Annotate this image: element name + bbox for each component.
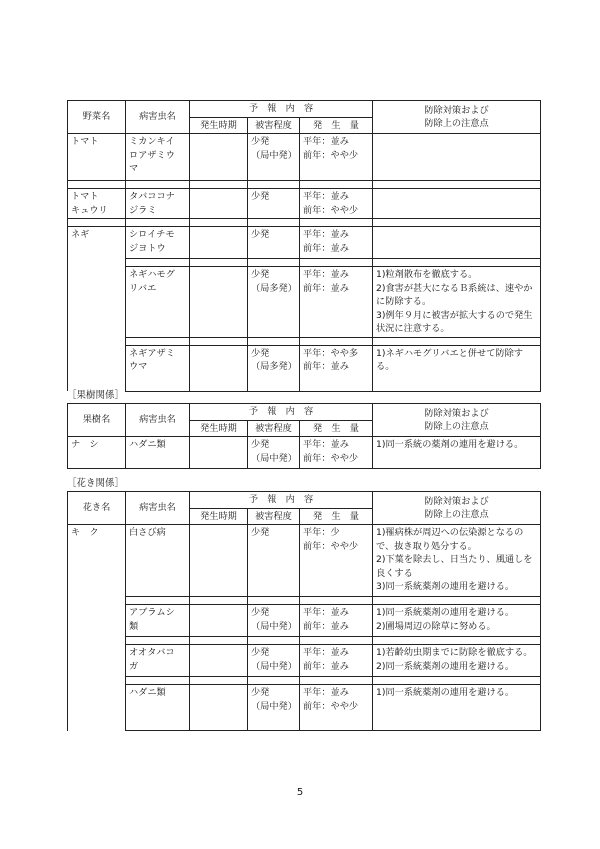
pest-cell: オオタバコ ガ: [126, 645, 190, 677]
damage-cell: 少発 （局多発）: [248, 345, 300, 391]
pest-cell: アブラムシ 類: [126, 605, 190, 637]
measures-cell: 1)粒剤散布を徹底する。 2)食害が甚大になるＢ系統は、速やかに防除する。 3)例年９月に被害が拡大するので発生状況に注意する。: [373, 267, 541, 338]
forecast-header: 予 報 内 容: [190, 404, 373, 421]
damage-header: 被害程度: [248, 117, 300, 134]
pest-cell: ネギアザミ ウマ: [126, 345, 190, 391]
measures-cell: 1)同一系統の薬剤の連用を避ける。: [373, 437, 541, 469]
onset-cell: [190, 605, 248, 637]
pest-column-header: 病害虫名: [126, 404, 190, 437]
table-row: [68, 345, 541, 391]
forecast-header: 予 報 内 容: [190, 101, 373, 118]
measures-cell: 1)同一系統薬剤の連用を避ける。 2)圃場周辺の除草に努める。: [373, 605, 541, 637]
measures-cell: [373, 134, 541, 181]
damage-cell: 少発 （局中発）: [248, 645, 300, 677]
amount-cell: 平年：並み 前年：並み: [300, 605, 373, 637]
amount-cell: 平年：並み 前年：並み: [300, 227, 373, 259]
amount-cell: 平年：並み 前年：やや少: [300, 437, 373, 469]
amount-header: 発 生 量: [300, 117, 373, 134]
measures-column-header: 防除対策および 防除上の注意点: [373, 404, 541, 437]
onset-cell: [190, 227, 248, 259]
onset-header: 発生時期: [190, 420, 248, 437]
forecast-header: 予 報 内 容: [190, 492, 373, 509]
measures-cell: [373, 189, 541, 219]
measures-cell: 1)罹病株が周辺への伝染源となるので、抜き取り処分する。 2)下葉を除去し、日当たり、風通しを良くする 3)同一系統薬剤の連用を避ける。: [373, 525, 541, 597]
onset-cell: [190, 345, 248, 391]
damage-cell: 少発: [248, 189, 300, 219]
fruit-forecast-table: [67, 403, 541, 469]
crop-cell: ナ シ: [68, 437, 126, 469]
amount-cell: 平年：並み 前年：並み: [300, 645, 373, 677]
page-number: 5: [296, 787, 304, 798]
onset-cell: [190, 267, 248, 338]
measures-cell: 1)同一系統薬剤の連用を避ける。: [373, 685, 541, 731]
crop-cell: トマト キュウリ: [68, 189, 126, 219]
amount-header: 発 生 量: [300, 508, 373, 525]
table-row: [68, 189, 541, 219]
crop-cell: トマト: [68, 134, 126, 181]
damage-header: 被害程度: [248, 420, 300, 437]
amount-cell: 平年：並み 前年：やや少: [300, 685, 373, 731]
damage-cell: 少発: [248, 227, 300, 259]
measures-column-header: 防除対策および 防除上の注意点: [373, 101, 541, 134]
damage-cell: 少発 （局多発）: [248, 267, 300, 338]
crop-cell: ネギ: [68, 227, 126, 392]
damage-header: 被害程度: [248, 508, 300, 525]
measures-cell: 1)若齢幼虫期までに防除を徹底する。 2)同一系統薬剤の連用を避ける。: [373, 645, 541, 677]
damage-cell: 少発: [248, 525, 300, 597]
onset-cell: [190, 685, 248, 731]
pest-column-header: 病害虫名: [126, 101, 190, 134]
amount-cell: 平年：並み 前年：やや少: [300, 189, 373, 219]
amount-cell: 平年：並み 前年：やや少: [300, 134, 373, 181]
crop-column-header: 果樹名: [68, 404, 126, 437]
measures-cell: 1)ネギハモグリバエと併せて防除する。: [373, 345, 541, 391]
table-row: [68, 134, 541, 181]
damage-cell: 少発 （局中発）: [248, 685, 300, 731]
amount-cell: 平年：並み 前年：並み: [300, 267, 373, 338]
table-row: [68, 685, 541, 731]
pest-cell: ハダニ類: [126, 437, 190, 469]
amount-cell: 平年：少 前年：やや少: [300, 525, 373, 597]
vegetables-forecast-table: [67, 100, 541, 392]
pest-cell: 白さび病: [126, 525, 190, 597]
onset-cell: [190, 525, 248, 597]
table-row: [68, 227, 541, 259]
onset-cell: [190, 189, 248, 219]
pest-cell: シロイチモ ジヨトウ: [126, 227, 190, 259]
amount-header: 発 生 量: [300, 420, 373, 437]
pest-cell: ネギハモグ リバエ: [126, 267, 190, 338]
crop-column-header: 野菜名: [68, 101, 126, 134]
flowers-section-title: ［花き関係］: [67, 478, 125, 489]
fruit-section-title: ［果樹関係］: [67, 390, 125, 401]
crop-column-header: 花き名: [68, 492, 126, 525]
pest-cell: ミカンキイ ロアザミウ マ: [126, 134, 190, 181]
table-row: [68, 267, 541, 338]
damage-cell: 少発 （局中発）: [248, 134, 300, 181]
table-row: [68, 605, 541, 637]
table-row: [68, 525, 541, 597]
flowers-forecast-table: [67, 491, 541, 731]
crop-cell: キ ク: [68, 525, 126, 731]
onset-cell: [190, 437, 248, 469]
damage-cell: 少発 （局中発）: [248, 605, 300, 637]
onset-header: 発生時期: [190, 117, 248, 134]
pest-column-header: 病害虫名: [126, 492, 190, 525]
pest-cell: ハダニ類: [126, 685, 190, 731]
onset-cell: [190, 134, 248, 181]
onset-cell: [190, 645, 248, 677]
table-row: [68, 645, 541, 677]
damage-cell: 少発 （局中発）: [248, 437, 300, 469]
onset-header: 発生時期: [190, 508, 248, 525]
table-row: [68, 437, 541, 469]
pest-cell: タバココナ ジラミ: [126, 189, 190, 219]
measures-cell: [373, 227, 541, 259]
amount-cell: 平年：やや多 前年：並み: [300, 345, 373, 391]
measures-column-header: 防除対策および 防除上の注意点: [373, 492, 541, 525]
